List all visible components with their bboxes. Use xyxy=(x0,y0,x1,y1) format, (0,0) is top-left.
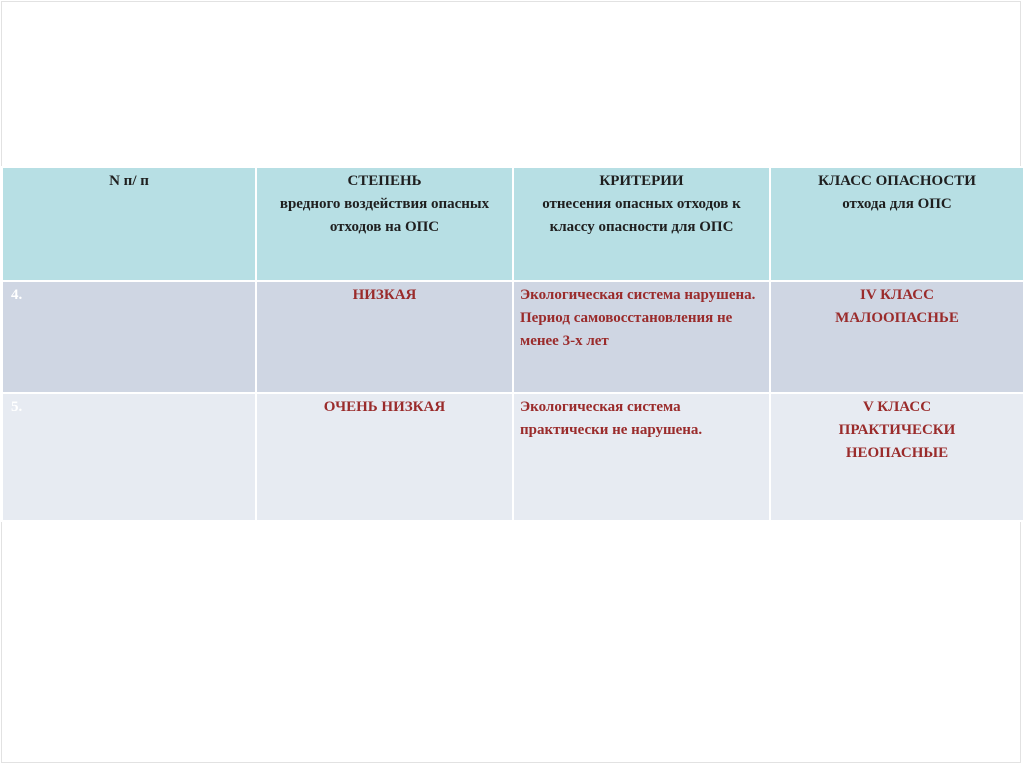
row-hazard-class: IV КЛАСС МАЛООПАСНЬЕ xyxy=(770,281,1024,393)
header-criteria xyxy=(513,167,770,281)
row-criteria: Экологическая система практически не нарушена. xyxy=(513,393,770,521)
row-hazard-class: V КЛАСС ПРАКТИЧЕСКИ НЕОПАСНЫЕ xyxy=(770,393,1024,521)
header-degree-title: СТЕПЕНЬ xyxy=(347,173,422,189)
table-row xyxy=(2,281,1024,393)
header-criteria-subtitle: отнесения опасных отходов к классу опасности для ОПС xyxy=(542,196,741,235)
table-header-row xyxy=(2,167,1024,281)
row-degree: ОЧЕНЬ НИЗКАЯ xyxy=(256,393,513,521)
table-row xyxy=(2,393,1024,521)
header-hazard-class-subtitle: отхода для ОПС xyxy=(842,196,952,212)
row-degree: НИЗКАЯ xyxy=(256,281,513,393)
hazard-class-table xyxy=(1,166,1024,522)
header-criteria-title: КРИТЕРИИ xyxy=(599,173,684,189)
header-degree-subtitle: вредного воздействия опасных отходов на ОПС xyxy=(279,196,490,235)
header-number-title: N п/ п xyxy=(109,173,149,189)
row-number: 5. xyxy=(2,393,256,521)
header-number xyxy=(2,167,256,281)
header-degree xyxy=(256,167,513,281)
row-criteria: Экологическая система нарушена. Период самовосстановления не менее 3-х лет xyxy=(513,281,770,393)
row-number: 4. xyxy=(2,281,256,393)
header-hazard-class xyxy=(770,167,1024,281)
header-hazard-class-title: КЛАСС ОПАСНОСТИ xyxy=(818,173,976,189)
